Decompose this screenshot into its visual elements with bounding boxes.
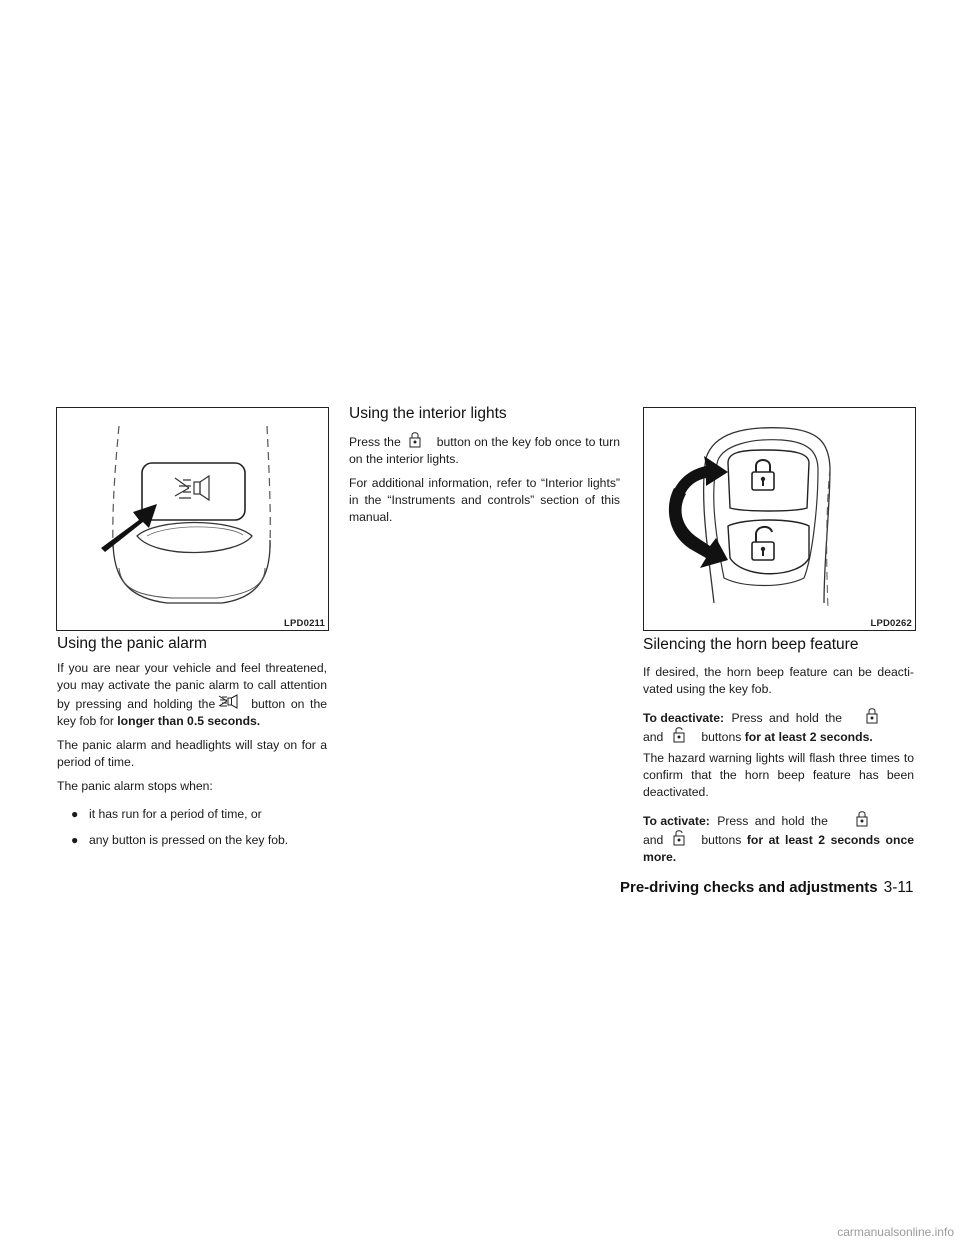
lock-button-icon (860, 708, 884, 722)
section-title: Pre-driving checks and adjustments (620, 879, 878, 896)
bullet-icon: ● (71, 807, 79, 821)
key-fob-figure (643, 407, 916, 631)
panic-paragraph-1: If you are near your vehicle and feel threatened, you may activate the panic alarm to call attention by pressing and holding the button on the key fob for longer than 0.5 seconds. (57, 661, 327, 728)
interior-lights-heading: Using the interior lights (349, 405, 507, 422)
bullet-icon: ● (71, 833, 79, 847)
figure-label: LPD0211 (283, 618, 325, 629)
key-fob-lock-unlock-illustration (644, 408, 915, 630)
unlock-button-icon (667, 727, 691, 741)
interior-paragraph-2: For additional information, refer to “Interior lights” in the “Instruments and controls” section of this manual. (349, 476, 620, 524)
panic-alarm-figure (56, 407, 329, 631)
list-item: ● it has run for a period of time, or (71, 807, 262, 821)
page-footer (620, 879, 914, 897)
horn-beep-heading: Silencing the horn beep feature (643, 636, 859, 653)
interior-paragraph-1: Press the button on the key fob once to turn on the interior lights. (349, 432, 620, 468)
watermark: carmanualsonline.info (837, 1225, 954, 1239)
deactivate-instructions: To deactivate: Press and hold the and buttons for at least 2 seconds. (643, 708, 914, 746)
key-fob-panic-illustration (57, 408, 328, 630)
horn-paragraph-3: The hazard warning lights will flash three times to confirm that the horn beep feature has been deactivated. (643, 751, 914, 799)
activate-instructions: To activate: Press and hold the and buttons for at least 2 seconds once more. (643, 811, 914, 866)
panic-stop-list (57, 806, 327, 849)
horn-beep-body (643, 664, 914, 873)
curved-arrow-icon (669, 488, 728, 568)
unlock-button-icon (667, 830, 691, 844)
figure-label: LPD0262 (870, 618, 912, 629)
list-item: ● any button is pressed on the key fob. (71, 833, 289, 847)
panic-button-icon (217, 694, 241, 708)
panic-paragraph-3: The panic alarm stops when: (57, 779, 213, 793)
horn-paragraph-1: If desired, the horn beep feature can be deacti-vated using the key fob. (643, 665, 914, 696)
panic-paragraph-2: The panic alarm and headlights will stay on for a period of time. (57, 738, 327, 769)
lock-button-icon (850, 811, 874, 825)
page-number: 3-11 (883, 879, 914, 896)
panic-alarm-heading: Using the panic alarm (57, 635, 207, 652)
interior-lights-body (349, 432, 620, 533)
panic-alarm-body (57, 660, 327, 858)
interior-light-button-icon (403, 432, 427, 446)
